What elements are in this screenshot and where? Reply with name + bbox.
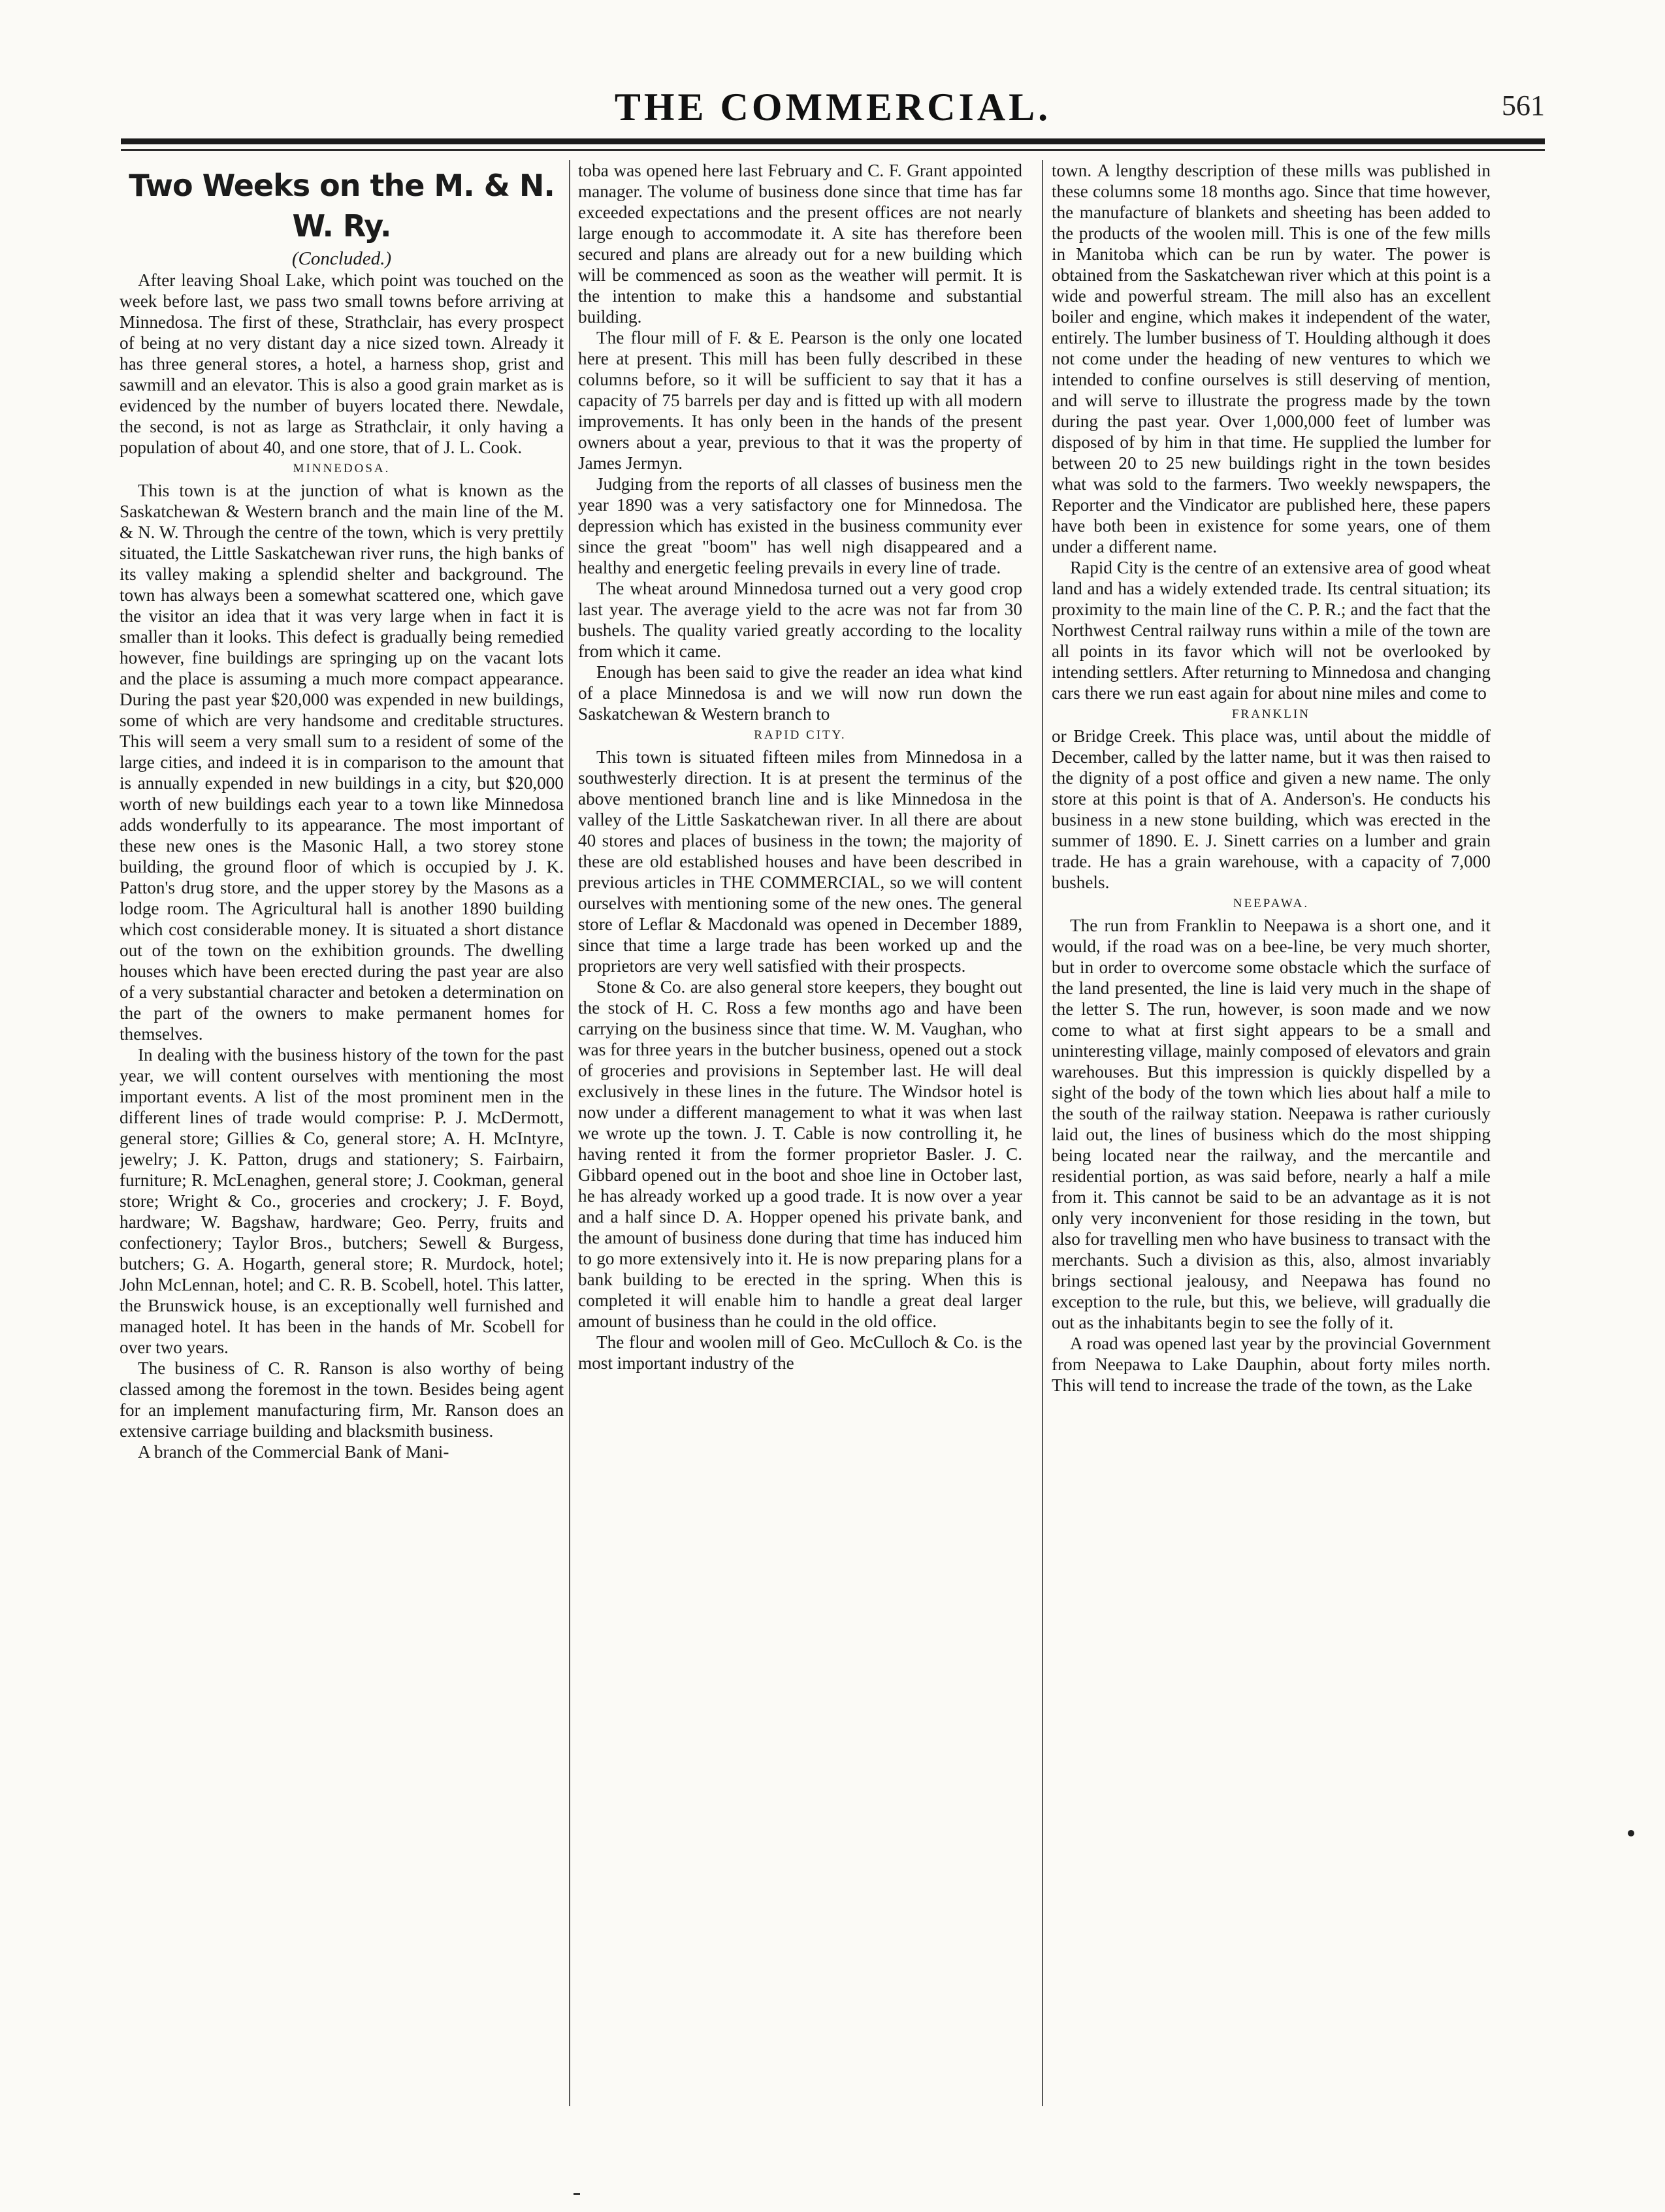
article-paragraph: This town is at the junction of what is known as the Saskatchewan & Western branch and the main line of the M. & N. W. Through the centre of the town, which is very prettily situated, the Little Saskatchewan river runs, the high banks of its valley making a splendid shelter and background. The town has always been a somewhat scattered one, which gave the visitor an idea that it was very large when in fact it is smaller than it looks. This defect is gradually being remedied however, fine buildings are springing up on the vacant lots and the place is assuming a much more compact appearance. During the past year $20,000 was expended in new buildings, some of which are very handsome and creditable structures. This will seem a very small sum to a resident of some of the large cities, and indeed it is in comparison to the amount that is annually expended in new buildings in a city, but $20,000 worth of new buildings each year to a town like Minnedosa adds wonderfully to its appearance. The most important of these new ones is the Masonic Hall, a two storey stone building, the ground floor of which is occupied by J. K. Patton's drug store, and the upper storey by the Masons as a lodge room. The Agricultural hall is another 1890 building which cost considerable money. It is situated a short distance out of the town on the exhibition grounds. The dwelling houses which have been erected during the past year are also of a very substantial character and betoken a determination on the part of the owners to make permanent homes for themselves.	[120, 481, 564, 1044]
column-divider	[1042, 160, 1043, 2106]
article-paragraph: After leaving Shoal Lake, which point was touched on the week before last, we pass two small towns before arriving at Minnedosa. The first of these, Strathclair, has every prospect of being at no very distant day a nice sized town. Already it has three general stores, a hotel, a harness shop, grist and sawmill and an elevator. This is also a good grain market as is evidenced by the number of buyers located there. Newdale, the second, is not as large as Strathclair, it only having a population of about 40, and one store, that of J. L. Cook.	[120, 270, 564, 457]
article-paragraph: Judging from the reports of all classes of business men the year 1890 was a very satisfactory one for Minnedosa. The depression which has existed in the business community ever since the great "boom" has well nigh disappeared and a healthy and energetic feeling prevails in every line of trade.	[578, 474, 1022, 577]
article-column-3	[1052, 160, 1491, 2123]
article-paragraph: Enough has been said to give the reader an idea what kind of a place Minnedosa is and we will now run down the Saskatchewan & Western branch to	[578, 662, 1022, 724]
section-heading: RAPID CITY.	[754, 728, 847, 742]
column-divider	[569, 160, 570, 2106]
masthead-rule	[121, 138, 1545, 144]
page-number: 561	[1502, 89, 1545, 121]
article-headline: Two Weeks on the M. & N. W. Ry.	[129, 168, 555, 244]
masthead-rule-thin	[121, 149, 1545, 151]
section-heading: FRANKLIN	[1231, 707, 1311, 721]
article-paragraph: The flour mill of F. & E. Pearson is the only one located here at present. This mill has been fully described in these columns before, so it will be sufficient to say that it has a capacity of 75 barrels per day and is fitted up with all modern improvements. It has only been in the hands of the present owners about a year, previous to that it was the property of James Jermyn.	[578, 328, 1022, 473]
section-heading: NEEPAWA.	[1233, 897, 1310, 910]
column-body	[578, 160, 1022, 1373]
article-paragraph: Stone & Co. are also general store keepers, they bought out the stock of H. C. Ross a few months ago and have been carrying on the business since that time. W. M. Vaughan, who was for three years in the butcher business, opened out a stock of groceries and provisions in September last. He will deal exclusively in these lines in the future. The Windsor hotel is now under a different management to what it was when last we wrote up the town. J. T. Cable is now controlling it, he having rented it from the former proprietor Basler. J. C. Gibbard opened out in the boot and shoe line in October last, he has already worked up a good trade. It is now over a year and a half since D. A. Hopper opened his private bank, and the amount of business done during that time has induced him to go more extensively into it. He is now preparing plans for a bank building to be erected in the spring. When this is completed it will enable him to handle a great deal larger amount of business than he could in the old office.	[578, 977, 1022, 1331]
article-paragraph: or Bridge Creek. This place was, until about the middle of December, called by the latter name, but it was then raised to the dignity of a post office and given a new name. The only store at this point is that of A. Anderson's. He conducts his business in a new stone building, which was erected in the summer of 1890. E. J. Sinett carries on a lumber and grain trade. He has a grain warehouse, with a capacity of 7,000 bushels.	[1052, 726, 1491, 892]
section-heading: MINNEDOSA.	[293, 462, 391, 475]
column-body	[120, 270, 564, 1462]
article-paragraph: town. A lengthy description of these mills was published in these columns some 18 months ago. Since that time however, the manufacture of blankets and sheeting has been added to the products of the woolen mill. This is one of the few mills in Manitoba which can be run by water. The power is obtained from the Saskatchewan river which at this point is a wide and powerful stream. The mill also has an excellent boiler and engine, which makes it independent of the water, entirely. The lumber business of T. Houlding although it does not come under the heading of new ventures to which we intended to confine ourselves is still deserving of mention, and will serve to illustrate the progress made by the town during the past year. Over 1,000,000 feet of lumber was disposed of by him in that time. He supplied the lumber for between 20 to 25 new buildings right in the town besides what was sold to the farmers. Two weekly newspapers, the Reporter and the Vindicator are published here, these papers have both been in existence for some years, one of them under a different name.	[1052, 161, 1491, 556]
print-mark	[574, 2193, 580, 2195]
masthead	[121, 85, 1545, 131]
article-column-2	[578, 160, 1022, 2123]
article-paragraph: A road was opened last year by the provincial Government from Neepawa to Lake Dauphin, about forty miles north. This will tend to increase the trade of the town, as the Lake	[1052, 1334, 1491, 1395]
article-subhead: (Concluded.)	[291, 248, 392, 269]
article-paragraph: toba was opened here last February and C. F. Grant appointed manager. The volume of business done since that time has far exceeded expectations and the present offices are not nearly large enough to accommodate it. A site has therefore been secured and plans are already out for a new building which will be commenced as soon as the weather will permit. It is the intention to make this a handsome and substantial building.	[578, 161, 1022, 327]
column-body	[1052, 160, 1491, 1396]
article-paragraph: The run from Franklin to Neepawa is a short one, and it would, if the road was on a bee-line, be very much shorter, but in order to overcome some obstacle which the surface of the land presented, the line is laid very much in the shape of the letter S. The run, however, is soon made and we now come to what at first sight appears to be a small and uninteresting village, mainly composed of elevators and grain warehouses. But this impression is quickly dispelled by a sight of the body of the town which lies about half a mile to the south of the railway station. Neepawa is rather curiously laid out, the lines of business which do the most shipping being located near the railway, and the mercantile and residential portion, as was said before, nearly a half a mile from it. This cannot be said to be an advantage as it is not only very inconvenient for those residing in the town, but also for travelling men who have business to transact with the merchants. Such a division as this, also, almost invariably brings sectional jealousy, and Neepawa has found no exception to the rule, but this, we believe, will gradually die out as the inhabitants begin to see the folly of it.	[1052, 916, 1491, 1332]
masthead-title: THE COMMERCIAL.	[614, 86, 1052, 129]
article-paragraph: The wheat around Minnedosa turned out a very good crop last year. The average yield to the acre was not far from 30 bushels. The quality varied greatly according to the locality from which it came.	[578, 579, 1022, 661]
article-paragraph: The flour and woolen mill of Geo. McCulloch & Co. is the most important industry of the	[578, 1332, 1022, 1373]
margin-mark	[1628, 1830, 1634, 1836]
article-paragraph: A branch of the Commercial Bank of Mani-	[138, 1442, 449, 1462]
article-paragraph: Rapid City is the centre of an extensive area of good wheat land and has a widely extended trade. Its central situation; its proximity to the main line of the C. P. R.; and the fact that the Northwest Central railway runs within a mile of the town are all points in its favor which will not be overlooked by intending settlers. After returning to Minnedosa and changing cars there we run east again for about nine miles and come to	[1052, 558, 1491, 703]
article-paragraph: The business of C. R. Ranson is also worthy of being classed among the foremost in the town. Besides being agent for an implement manufacturing firm, Mr. Ranson does an extensive carriage building and blacksmith business.	[120, 1358, 564, 1441]
article-paragraph: In dealing with the business history of the town for the past year, we will content ourselves with mentioning the most important events. A list of the most prominent men in the different lines of trade would comprise: P. J. McDermott, general store; Gillies & Co, general store; A. H. McIntyre, jewelry; J. K. Patton, drugs and stationery; S. Fairbairn, furniture; R. McLenaghen, general store; J. Cookman, general store; Wright & Co., groceries and crockery; J. F. Boyd, hardware; W. Bagshaw, hardware; Geo. Perry, fruits and confectionery; Taylor Bros., butchers; Sewell & Burgess, butchers; G. A. Hogarth, general store; R. Murdock, hotel; John McLennan, hotel; and C. R. B. Scobell, hotel. This latter, the Brunswick house, is an exceptionally well furnished and managed hotel. It has been in the hands of Mr. Scobell for over two years.	[120, 1045, 564, 1357]
article-column-1	[120, 160, 564, 2123]
article-paragraph: This town is situated fifteen miles from Minnedosa in a southwesterly direction. It is at present the terminus of the above mentioned branch line and is like Minnedosa in the valley of the Little Saskatchewan river. In all there are about 40 stores and places of business in the town; the majority of these are old established houses and have been described in previous articles in THE COMMERCIAL, so we will content ourselves with mentioning some of the new ones. The general store of Leflar & Macdonald was opened in December 1889, since that time a large trade has been worked up and the proprietors are very well satisfied with their prospects.	[578, 747, 1022, 976]
